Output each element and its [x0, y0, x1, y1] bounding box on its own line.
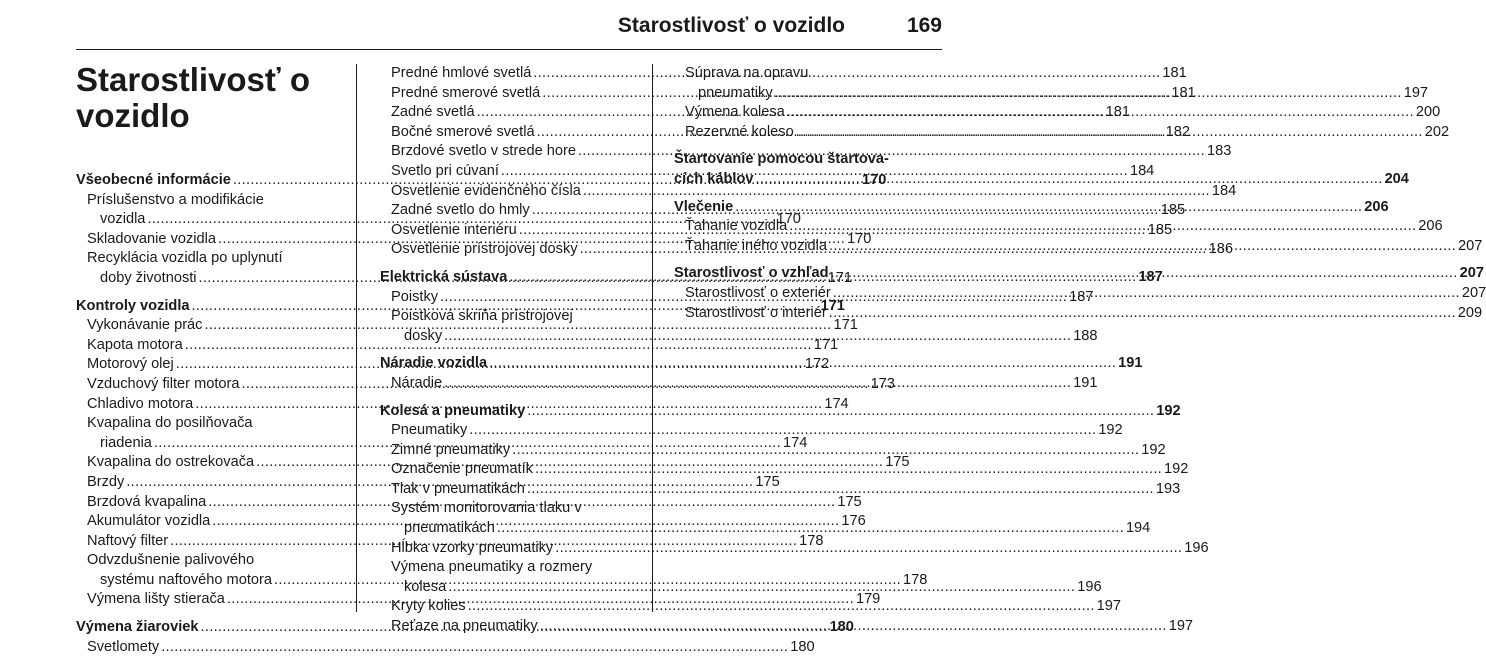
- toc-entry-page: 192: [1164, 461, 1189, 478]
- toc-entry-page: 196: [1077, 578, 1102, 595]
- section-title: [76, 62, 340, 134]
- dot-leader: [829, 237, 1456, 257]
- toc-entry-title: Výmena kolesa: [685, 104, 785, 121]
- toc-entry-page: 192: [1141, 441, 1166, 458]
- toc-entry-title: Vzduchový filter motora: [87, 375, 240, 392]
- toc-entry-title: Brzdy: [87, 473, 125, 490]
- toc-entry-page: 176: [841, 513, 866, 530]
- toc-entry-title: Ťahanie vozidla: [685, 218, 788, 235]
- toc-entry-title: Brzdová kvapalina: [87, 493, 207, 510]
- toc-entry-title: Označenie pneumatík: [391, 461, 533, 478]
- toc-entry-page: 170: [861, 172, 887, 188]
- toc-entry-line: Systém monitorovania tlaku v: [391, 500, 582, 517]
- toc-entry-page: 180: [790, 638, 815, 655]
- toc-entry-page: 194: [1125, 520, 1151, 537]
- toc-entry-line: Súprava na opravu: [685, 65, 809, 81]
- dot-leader: [527, 402, 1154, 422]
- toc-entry-title: Vlečenie: [674, 198, 734, 215]
- toc-entry-title: Osvetlenie interiéru: [391, 221, 517, 238]
- toc-entry-page: 202: [1424, 123, 1450, 140]
- dot-leader: [540, 617, 1167, 637]
- toc-entry-page: 184: [1129, 162, 1155, 179]
- toc-entry-page: 178: [903, 571, 928, 588]
- toc-entry-title: Reťaze na pneumatiky: [391, 618, 538, 635]
- toc-entry-page: 181: [1105, 104, 1130, 121]
- toc-entry-page: 175: [837, 493, 862, 510]
- dot-leader: [468, 597, 1095, 617]
- dot-leader: [775, 84, 1402, 104]
- toc-entry-title: Svetlo pri cúvaní: [391, 162, 499, 179]
- toc-entry-title: vozidla: [100, 211, 146, 228]
- toc-entry-title: Náradie: [391, 374, 443, 391]
- toc-entry-page: 206: [1364, 198, 1389, 215]
- toc-entry-page: 207: [1461, 284, 1486, 301]
- toc-entry-page: 185: [1147, 221, 1173, 238]
- toc-entry-line: Príslušenstvo a modifikácie: [87, 191, 264, 208]
- dot-leader: [829, 304, 1456, 324]
- toc-entry-page: 181: [1162, 65, 1187, 81]
- toc-entry-page: 178: [799, 532, 824, 549]
- toc-entry-page: 175: [755, 473, 780, 490]
- section-title-line-2: vozidlo: [76, 97, 190, 134]
- toc-entry-title: cích káblov: [674, 170, 754, 187]
- toc-entry: [380, 182, 1237, 202]
- toc-entry-page: 170: [847, 230, 872, 247]
- toc-entry-title: Starostlivosť o vzhľad: [674, 265, 829, 282]
- toc-entry-page: 204: [1384, 170, 1409, 187]
- running-header-title: Starostlivosť o vozidlo: [617, 14, 845, 37]
- toc-entry: [674, 304, 1483, 324]
- toc-entry-page: 171: [827, 269, 852, 286]
- dot-leader: [787, 103, 1414, 123]
- dot-leader: [448, 578, 1075, 598]
- header-rule: [76, 49, 942, 50]
- toc-entry-title: Zadné svetlá: [391, 104, 475, 121]
- toc-entry-page: 173: [870, 375, 895, 392]
- dot-leader: [789, 217, 1416, 237]
- toc-entry-title: Osvetlenie evidenčného čísla: [391, 182, 581, 199]
- toc-entry-page: 185: [1160, 202, 1186, 219]
- section-title-line-1: Starostlivosť o: [76, 61, 311, 98]
- toc-entry-page: 184: [1211, 182, 1237, 199]
- dot-leader: [756, 170, 1383, 190]
- toc-entry-title: Zimné pneumatiky: [391, 441, 511, 458]
- toc-entry-page: 186: [1208, 241, 1233, 258]
- toc-entry-title: Predné smerové svetlá: [391, 84, 541, 101]
- dot-leader: [735, 198, 1362, 218]
- toc-entry: [76, 638, 815, 657]
- toc-entry-page: 171: [820, 297, 845, 314]
- toc-entry-page: 206: [1418, 218, 1443, 235]
- toc-entry-page: 188: [1073, 327, 1098, 344]
- toc-entry-title: Motorový olej: [87, 356, 174, 373]
- toc-entry-page: 207: [1459, 265, 1484, 282]
- dot-leader: [833, 284, 1460, 304]
- toc-entry-title: systému naftového motora: [100, 571, 272, 588]
- toc-entry-title: Rezervné koleso: [685, 123, 794, 140]
- toc-entry-title: Kvapalina do ostrekovača: [87, 454, 255, 471]
- toc-entry-title: Náradie vozidla: [380, 355, 488, 372]
- dot-leader: [555, 539, 1182, 559]
- toc-entry-page: 193: [1155, 480, 1181, 497]
- toc-entry-page: 191: [1118, 355, 1143, 372]
- toc-entry-title: Naftový filter: [87, 532, 169, 549]
- dot-leader: [444, 327, 1071, 347]
- toc-entry-page: 197: [1096, 598, 1122, 615]
- toc-entry-page: 179: [855, 591, 881, 608]
- toc-entry-title: Starostlivosť o interiér: [685, 304, 827, 321]
- toc-entry-line: Recyklácia vozidla po uplynutí: [87, 250, 283, 267]
- toc-entry-page: 192: [1156, 402, 1181, 419]
- toc-entry-title: Ťahanie iného vozidla: [685, 237, 827, 254]
- dot-leader: [489, 354, 1116, 374]
- toc-entry: [380, 421, 1123, 441]
- toc-entry-line: Poistková skriňa prístrojovej: [391, 308, 573, 325]
- toc-entry-page: 175: [885, 454, 910, 471]
- toc-entry-page: 181: [1171, 84, 1196, 101]
- toc-entry-page: 171: [833, 317, 858, 334]
- toc-entry-title: Výmena žiaroviek: [76, 619, 199, 636]
- toc-entry-title: Kolesá a pneumatiky: [380, 402, 526, 419]
- toc-entry-page: 197: [1403, 84, 1429, 101]
- toc-entry-title: Pneumatiky: [391, 422, 468, 439]
- toc-entry-page: 192: [1098, 422, 1123, 439]
- toc-entry-title: kolesa: [404, 578, 447, 595]
- toc-entry-line: Kvapalina do posilňovača: [87, 415, 253, 432]
- toc-heading-line: Štartovanie pomocou štartova-: [674, 151, 889, 168]
- toc-entry-page: 183: [1207, 143, 1232, 160]
- toc-entry-title: Všeobecné informácie: [76, 172, 231, 188]
- toc-entry-title: pneumatiky: [698, 84, 773, 101]
- toc-entry-title: riadenia: [100, 434, 152, 451]
- toc-entry-title: doby životnosti: [100, 269, 197, 286]
- toc-entry-line: Výmena pneumatiky a rozmery: [391, 559, 593, 576]
- toc-entry-title: Kryty kolies: [391, 598, 466, 615]
- toc-entry-title: Skladovanie vozidla: [87, 230, 216, 247]
- toc-entry-title: Akumulátor vozidla: [87, 513, 211, 530]
- page-number: 169: [906, 14, 942, 37]
- toc-entry-page: 191: [1073, 374, 1098, 391]
- dot-leader: [497, 519, 1124, 539]
- dot-leader: [161, 638, 788, 657]
- toc-entry-title: dosky: [404, 327, 443, 344]
- dot-leader: [469, 421, 1096, 441]
- toc-entry-page: 196: [1184, 539, 1209, 556]
- toc-entry-title: Výmena lišty stierača: [87, 591, 225, 608]
- toc-entry: [76, 336, 839, 356]
- dot-leader: [796, 123, 1423, 143]
- dot-leader: [527, 480, 1154, 500]
- toc-entry-page: 174: [824, 395, 849, 412]
- toc-entry-title: Poistky: [391, 288, 439, 305]
- toc-entry-title: Zadné svetlo do hmly: [391, 202, 530, 219]
- toc-entry-title: Brzdové svetlo v strede hore: [391, 143, 576, 160]
- toc-entry-title: Predné hmlové svetlá: [391, 65, 532, 81]
- toc-entry-title: pneumatikách: [404, 520, 495, 537]
- toc-entry-page: 200: [1415, 104, 1441, 121]
- dot-leader: [831, 264, 1458, 284]
- toc-entry-title: Chladivo motora: [87, 395, 194, 412]
- toc-entry-page: 170: [776, 211, 801, 228]
- toc-entry-title: Hĺbka vzorky pneumatiky: [391, 539, 554, 556]
- toc-entry-title: Bočné smerové svetlá: [391, 123, 535, 140]
- toc-entry-title: Osvetlenie prístrojovej dosky: [391, 241, 578, 258]
- toc-entry-title: Tlak v pneumatikách: [391, 480, 525, 497]
- toc-entry-page: 197: [1168, 618, 1194, 635]
- toc-entry-title: Svetlomety: [87, 638, 160, 655]
- toc-entry-line: Odvzdušnenie palivového: [87, 552, 255, 569]
- toc-entry-page: 171: [813, 336, 839, 353]
- toc-entry-page: 187: [1138, 268, 1163, 285]
- toc-entry-page: 174: [783, 434, 808, 451]
- toc-entry-page: 187: [1069, 288, 1094, 305]
- toc-entry-page: 182: [1165, 123, 1190, 140]
- toc-entry-title: Starostlivosť o exteriér: [685, 284, 831, 301]
- toc-entry-title: Kontroly vozidla: [76, 297, 190, 314]
- toc-entry-title: Elektrická sústava: [380, 268, 508, 285]
- toc-entry-title: Kapota motora: [87, 336, 183, 353]
- toc-entry-page: 172: [804, 356, 830, 373]
- toc-entry-title: Vykonávanie prác: [87, 317, 203, 334]
- toc-entry-page: 207: [1458, 237, 1483, 254]
- toc-entry-page: 209: [1457, 304, 1483, 321]
- dot-leader: [444, 374, 1071, 394]
- toc-entry-page: 180: [829, 619, 854, 636]
- dot-leader: [535, 460, 1162, 480]
- dot-leader: [512, 441, 1139, 461]
